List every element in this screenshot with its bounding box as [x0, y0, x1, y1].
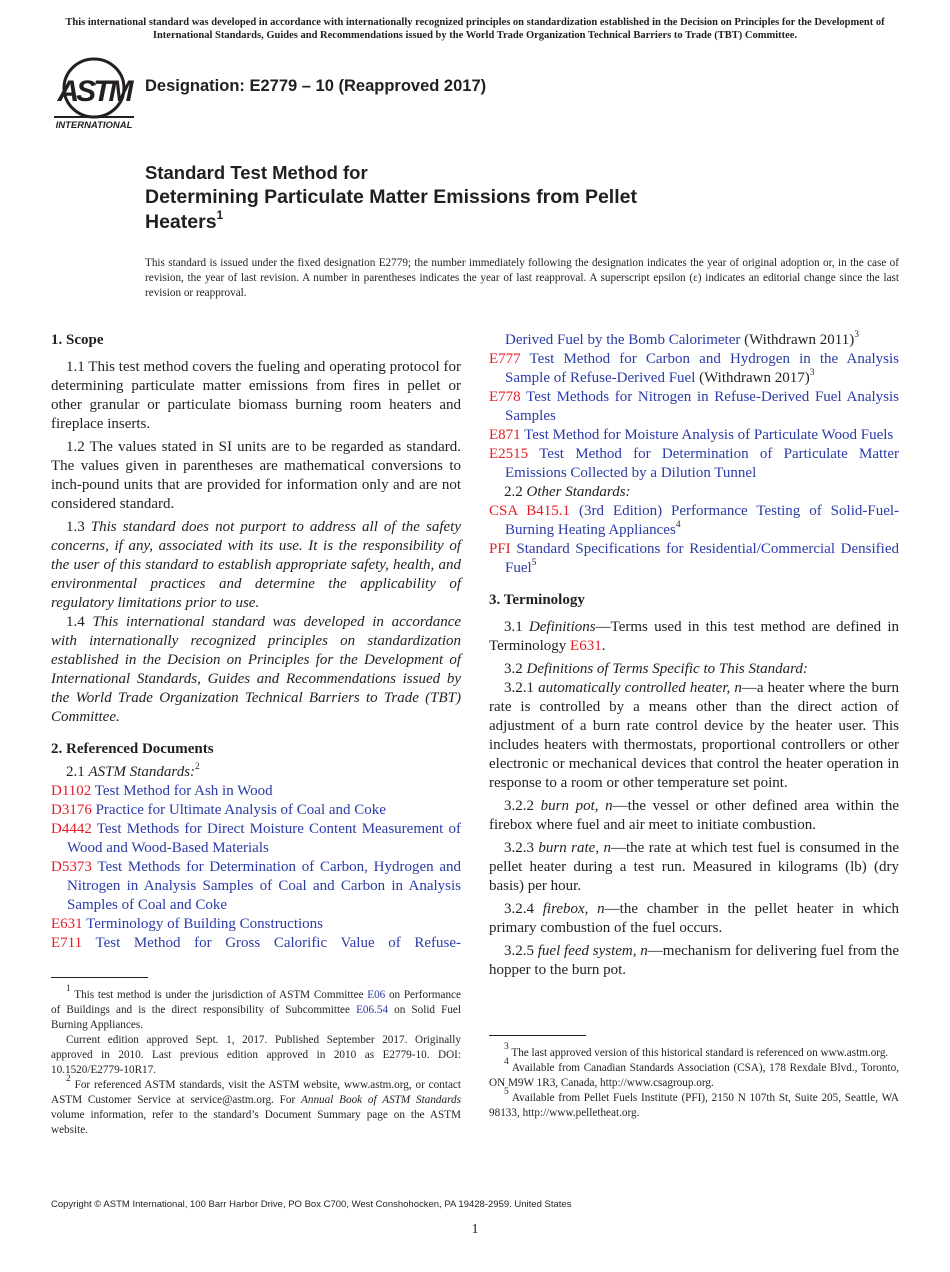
footnote-mark: 3 — [854, 330, 859, 340]
footnote-mark: 2 — [66, 1074, 71, 1084]
refdocs-2-2-num: 2.2 — [504, 484, 523, 500]
definition-term: firebox, n — [542, 901, 605, 917]
definition-num: 3.2.4 — [504, 901, 534, 917]
footnote-mark: 5 — [531, 558, 537, 568]
definition-num: 3.2.2 — [504, 798, 534, 814]
refdocs-2-1-num: 2.1 — [66, 764, 85, 780]
top-notice: This international standard was developed in accordance with internationally recognized principles on standardization established in the Decision on Principles for the Development of International Standards, Guides and Recommendations issued by the World Trade Organization Technical Barriers to Trade (TBT) Committee. — [65, 17, 885, 41]
page-number: 1 — [471, 1222, 479, 1237]
logo-text: INTERNATIONAL — [55, 120, 133, 131]
definition — [489, 839, 899, 896]
scope-heading: 1. Scope — [51, 332, 104, 348]
definition-num: 3.2.3 — [504, 840, 534, 856]
ref-title-link[interactable]: Test Method for Moisture Analysis of Particulate Wood Fuels — [524, 427, 894, 443]
document-title — [145, 160, 637, 235]
footnote-rule — [51, 977, 148, 978]
footnote-1-text: on Solid Fuel Burning Appliances. — [51, 1004, 461, 1031]
definition-text: —mechanism for delivering fuel from the hopper to the burn pot. — [489, 943, 900, 978]
definition-text: —the vessel or other defined area within the firebox where fuel and air meet to initiate combustion. — [489, 798, 900, 833]
definition-term: burn pot, n — [540, 798, 613, 814]
definition-term: burn rate, n — [538, 840, 612, 856]
left-column — [51, 331, 461, 953]
footnote-mark: 3 — [809, 368, 815, 378]
footnote-mark: 4 — [504, 1057, 509, 1067]
scope-1-4-num: 1.4 — [66, 614, 85, 630]
ref-item — [51, 915, 461, 934]
ref-title-link[interactable]: Test Method for Ash in Wood — [94, 783, 273, 799]
term-3-1-end: . — [601, 638, 606, 654]
designation: Designation: E2779 – 10 (Reapproved 2017) — [145, 77, 487, 95]
ref-item — [51, 820, 461, 858]
title-line-3: Heaters — [145, 211, 217, 233]
ref-code-link[interactable]: E2515 — [489, 446, 529, 462]
footnote-rule — [489, 1035, 586, 1036]
subcommittee-link[interactable]: E06.54 — [356, 1004, 389, 1016]
ref-item — [51, 858, 461, 915]
footnote-3-text: The last approved version of this historical standard is referenced on www.astm.org. — [511, 1047, 889, 1059]
definition-num: 3.2.5 — [504, 943, 534, 959]
ref-title-link[interactable]: Derived Fuel by the Bomb Calorimeter — [505, 332, 741, 348]
ref-title-link[interactable]: Test Method for Carbon and Hydrogen in the Analysis Sample of Refuse-Derived Fuel — [505, 351, 899, 386]
footnote-1-text: on Performance of Buildings and is the direct responsibility of Subcommittee — [51, 989, 461, 1016]
withdrawn-note: (Withdrawn 2017) — [695, 370, 810, 386]
withdrawn-note: (Withdrawn 2011) — [740, 332, 855, 348]
definition — [489, 900, 899, 938]
footnote-mark: 1 — [66, 984, 71, 994]
footnote-mark: 5 — [504, 1087, 509, 1097]
ref-title-link[interactable]: Practice for Ultimate Analysis of Coal and Coke — [95, 802, 386, 818]
scope-1-3: This standard does not purport to address all of the safety concerns, if any, associated with its use. It is the responsibility of the user of this standard to establish appropriate safety, health, and environmental practices and determine the applicability of regulatory limitations prior to use. — [51, 519, 461, 611]
term-3-2-num: 3.2 — [504, 661, 523, 677]
footnote-mark: 3 — [504, 1042, 509, 1052]
term-3-2: Definitions of Terms Specific to This Standard: — [526, 661, 808, 677]
ref-title-link[interactable]: Test Methods for Determination of Carbon, Hydrogen and Nitrogen in Analysis Samples of Coal and Carbon in Analysis Samples of Coal and Coke — [67, 859, 462, 913]
ref-code-link[interactable]: E871 — [489, 427, 521, 443]
footnote-2-text: For referenced ASTM standards, visit the ASTM website, www.astm.org, or contact ASTM Customer Service at service@astm.org. For — [51, 1079, 461, 1106]
refdocs-heading: 2. Referenced Documents — [51, 741, 214, 757]
ref-code-link[interactable]: E778 — [489, 389, 521, 405]
ref-item — [51, 801, 461, 820]
title-footnote-mark: 1 — [216, 208, 224, 222]
definition — [489, 797, 899, 835]
ref-code-link[interactable]: D3176 — [51, 802, 92, 818]
terminology-heading: 3. Terminology — [489, 592, 585, 608]
ref-code-link[interactable]: PFI — [489, 541, 511, 557]
definition-term: fuel feed system, n — [537, 943, 648, 959]
ref-item — [489, 350, 899, 388]
definition-num: 3.2.1 — [504, 680, 534, 696]
footnote-1-text: This test method is under the jurisdiction of ASTM Committee — [74, 989, 368, 1001]
committee-link[interactable]: E06 — [367, 989, 386, 1001]
ref-item — [489, 540, 899, 578]
footnotes-right — [489, 1042, 899, 1121]
right-column — [489, 331, 899, 980]
terminology-link[interactable]: E631 — [570, 638, 602, 654]
ref-code-link[interactable]: CSA B415.1 — [489, 503, 571, 519]
ref-item — [51, 934, 461, 953]
title-line-2: Determining Particulate Matter Emissions from Pellet — [145, 186, 637, 208]
ref-code-link[interactable]: D5373 — [51, 859, 92, 875]
ref-item — [489, 502, 899, 540]
ref-item — [489, 426, 899, 445]
ref-title-link[interactable]: Test Methods for Nitrogen in Refuse-Derived Fuel Analysis Samples — [505, 389, 899, 424]
scope-1-2: 1.2 The values stated in SI units are to be regarded as standard. The values given in parentheses are mathematical conversions to inch-pound units that are provided for information only and are not considered standard. — [51, 439, 461, 512]
ref-code-link[interactable]: E711 — [51, 935, 83, 951]
ref-title-link[interactable]: Test Methods for Direct Moisture Content Measurement of Wood and Wood-Based Materials — [67, 821, 461, 856]
refdocs-2-2: Other Standards: — [526, 484, 631, 500]
ref-title-link[interactable]: (3rd Edition) Performance Testing of Solid-Fuel-Burning Heating Appliances — [505, 503, 900, 538]
ref-title-link[interactable]: Test Method for Gross Calorific Value of Refuse- — [95, 935, 461, 951]
ref-item — [51, 782, 461, 801]
ref-item — [489, 445, 899, 483]
ref-code-link[interactable]: E631 — [51, 916, 83, 932]
footnote-mark: 4 — [675, 520, 681, 530]
ref-title-link[interactable]: Terminology of Building Constructions — [86, 916, 324, 932]
definition-term: automatically controlled heater, n — [538, 680, 742, 696]
definition — [489, 942, 899, 980]
ref-code-link[interactable]: D4442 — [51, 821, 92, 837]
term-3-1-num: 3.1 — [504, 619, 523, 635]
astm-logo-icon — [52, 56, 136, 132]
edition-note: Current edition approved Sept. 1, 2017. Published September 2017. Originally approved in 2010. Last previous edition approved in 2010 as E2779-10. DOI: 10.1520/E2779-10R17. — [51, 1034, 461, 1076]
footnote-5-text: Available from Pellet Fuels Institute (PFI), 2150 N 107th St, Suite 205, Seattle, WA 98133, http://www.pelletheat.org. — [489, 1092, 899, 1119]
scope-1-3-num: 1.3 — [66, 519, 85, 535]
ref-code-link[interactable]: D1102 — [51, 783, 92, 799]
ref-title-link[interactable]: Standard Specifications for Residential/Commercial Densified Fuel — [505, 541, 899, 576]
footnote-2-text: volume information, refer to the standard’s Document Summary page on the ASTM website. — [51, 1109, 461, 1136]
footnote-2-italic: Annual Book of ASTM Standards — [301, 1094, 461, 1106]
definition-text: —the chamber in the pellet heater in which primary combustion of the fuel occurs. — [489, 901, 900, 936]
issuance-statement: This standard is issued under the fixed designation E2779; the number immediately following the designation indicates the year of original adoption or, in the case of revision, the year of last revision. A number in parentheses indicates the year of last reapproval. A superscript epsilon (ε) indicates an editorial change since the last revision or reapproval. — [145, 257, 899, 299]
term-3-1-text: —Terms used in this test method are defined in Terminology — [489, 619, 899, 654]
ref-item — [489, 388, 899, 426]
svg-text:ASTM: ASTM — [57, 75, 131, 108]
copyright-line: Copyright © ASTM International, 100 Barr Harbor Drive, PO Box C700, West Conshohocken, PA 19428-2959. United States — [51, 1199, 572, 1210]
definition — [489, 679, 899, 793]
footnote-4-text: Available from Canadian Standards Association (CSA), 178 Rexdale Blvd., Toronto, ON M9W 1R3, Canada, http://www.csagroup.org. — [489, 1062, 899, 1089]
refdocs-2-1: ASTM Standards: — [88, 764, 196, 780]
definition-text: —a heater where the burn rate is controlled by a means other than the direct action of adjustment of a burn rate control device by the heater user. This includes heaters with thermostats, proportional controllers or other electronic or mechanical devices that control the heater operation in response to a room or other temperature set point. — [489, 680, 899, 791]
footnotes-left — [51, 984, 461, 1138]
scope-1-4: This international standard was developed in accordance with internationally recognized principles on standardization established in the Decision on Principles for the Development of International Standards, Guides and Recommendations issued by the World Trade Organization Technical Barriers to Trade (TBT) Committee. — [51, 614, 462, 725]
title-line-1: Standard Test Method for — [145, 162, 368, 183]
footnote-mark: 2 — [195, 762, 200, 772]
ref-title-link[interactable]: Test Method for Determination of Particulate Matter Emissions Collected by a Dilution Tunnel — [505, 446, 900, 481]
term-3-1-term: Definitions — [528, 619, 596, 635]
definition-text: —the rate at which test fuel is consumed in the pellet heater during a test run. Measured in kilograms (lb) (dry basis) per hour. — [489, 840, 900, 894]
ref-code-link[interactable]: E777 — [489, 351, 521, 367]
ref-item-continued — [489, 331, 899, 350]
scope-1-1: 1.1 This test method covers the fueling and operating protocol for determining particulate matter emissions from fires in pellet or other granular or particulate biomass burning room heaters and fireplace inserts. — [51, 359, 461, 432]
